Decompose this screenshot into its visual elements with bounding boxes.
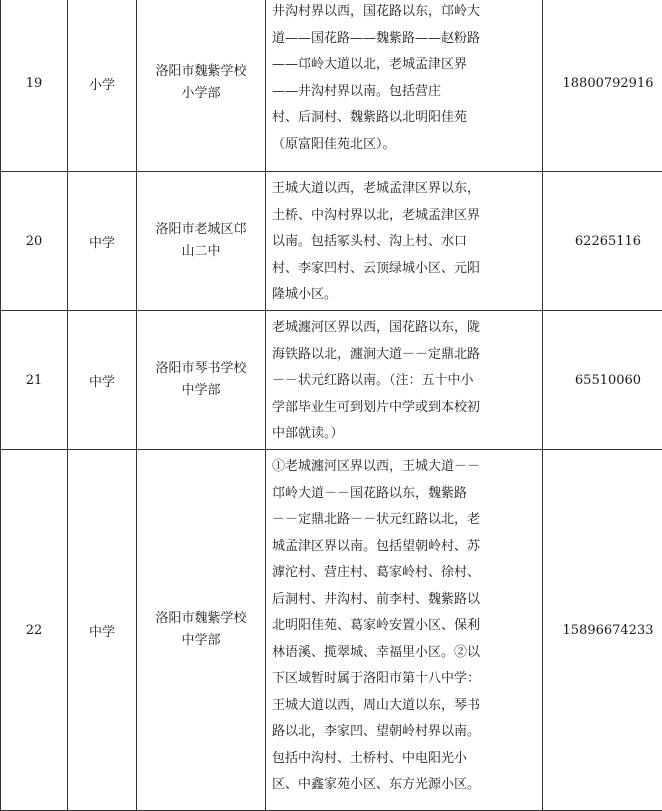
district-description: 王城大道以西，老城孟津区界以东， 土桥、中沟村界以北，老城孟津区界 以南。包括冢头村、沟上村、水口 村、李家凹村、云顶绿城小区、元阳 隆城小区。 (266, 172, 543, 311)
table-row (1, 172, 662, 311)
school-name: 洛阳市魏紫学校 小学部 (137, 0, 266, 172)
school-level: 中学 (68, 172, 137, 311)
row-number: 19 (1, 0, 68, 172)
school-name: 洛阳市魏紫学校 中学部 (137, 450, 266, 811)
row-number: 20 (1, 172, 68, 311)
district-description: 井沟村界以西，国花路以东，邙岭大 道——国花路——魏紫路——赵粉路 ——邙岭大道以北，老城孟津区界 ——井沟村界以南。包括营庄 村、后洞村、魏紫路以北明阳佳苑 （原富阳佳苑北区）。 (266, 0, 543, 172)
school-level: 小学 (68, 0, 137, 172)
district-description: 老城瀍河区界以西，国花路以东，陇 海铁路以北，瀍涧大道－－定鼎北路 －－状元红路以南。（注：五十中小 学部毕业生可到划片中学或到本校初 中部就读。） (266, 311, 543, 450)
table-row (1, 450, 662, 811)
school-name: 洛阳市琴书学校 中学部 (137, 311, 266, 450)
school-name: 洛阳市老城区邙 山二中 (137, 172, 266, 311)
contact-phone: 62265116 (543, 172, 662, 311)
contact-phone: 65510060 (543, 311, 662, 450)
table-row (1, 0, 662, 172)
school-level: 中学 (68, 450, 137, 811)
row-number: 22 (1, 450, 68, 811)
contact-phone: 15896674233 (543, 450, 662, 811)
school-level: 中学 (68, 311, 137, 450)
table-row (1, 311, 662, 450)
row-number: 21 (1, 311, 68, 450)
contact-phone: 18800792916 (543, 0, 662, 172)
district-description: ①老城瀍河区界以西，王城大道－－ 邙岭大道－－国花路以东，魏紫路 －－定鼎北路－－状元红路以北，老 城孟津区界以南。包括望朝岭村、苏 滹沱村、营庄村、葛家岭村、徐村、 后洞村、井沟村、前李村、魏紫路以 北明阳佳苑、葛家岭安置小区、保利 林语溪、揽翠城、幸福里小区。②以 下区域暂时属于洛阳市第十八中学： 王城大道以西，周山大道以东，琴书 路以北，李家凹、望朝岭村界以南。 包括中沟村、土桥村、中电阳光小 区、中鑫家苑小区、东方光源小区。 (266, 450, 543, 811)
